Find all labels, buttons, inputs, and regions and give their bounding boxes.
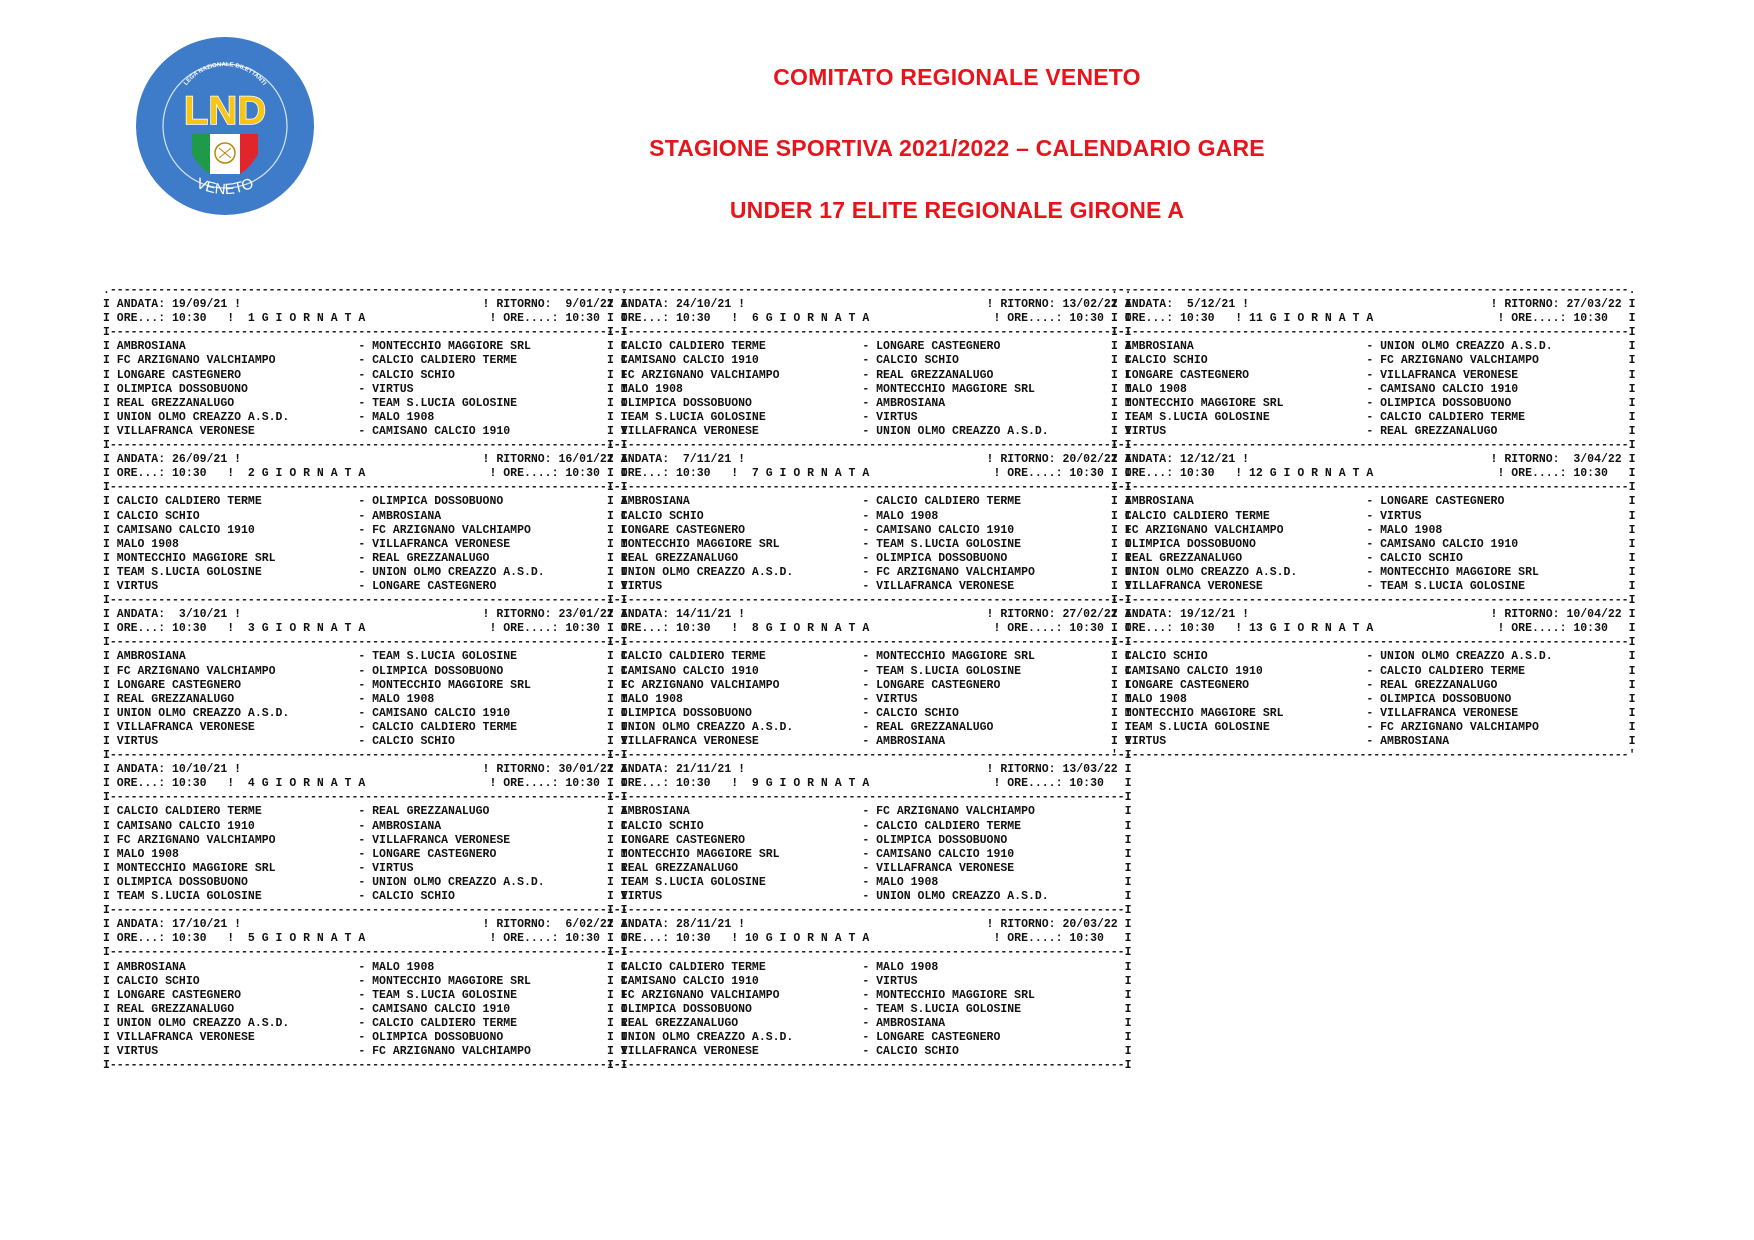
match-row: I MALO 1908 - LONGARE CASTEGNERO I	[103, 847, 628, 861]
match-row: I REAL GREZZANALUGO - VILLAFRANCA VERONESE I	[607, 861, 1132, 875]
round-title-row: I ORE...: 10:30 ! 12 G I O R N A T A ! ORE....: 10:30 I	[1111, 467, 1636, 481]
match-row: I CALCIO SCHIO - UNION OLMO CREAZZO A.S.D. I	[1111, 650, 1636, 664]
match-row: I VILLAFRANCA VERONESE - CAMISANO CALCIO 1910 I	[103, 424, 628, 438]
round-9-table	[607, 763, 1132, 918]
round-6-table	[607, 284, 1132, 453]
match-row: I CAMISANO CALCIO 1910 - VIRTUS I	[607, 974, 1132, 988]
match-row: I REAL GREZZANALUGO - AMBROSIANA I	[607, 1016, 1132, 1030]
round-3-table	[103, 608, 628, 763]
table-rule: I--------------------------------------------------------------------------I	[607, 749, 1132, 763]
match-row: I VILLAFRANCA VERONESE - AMBROSIANA I	[607, 735, 1132, 748]
round-title-row: I ORE...: 10:30 ! 8 G I O R N A T A ! ORE....: 10:30 I	[607, 622, 1132, 636]
match-row: I MALO 1908 - VIRTUS I	[607, 692, 1132, 706]
table-rule: I--------------------------------------------------------------------------I	[607, 594, 1132, 608]
table-rule: I--------------------------------------------------------------------------I	[103, 946, 628, 960]
round-title-row: I ORE...: 10:30 ! 5 G I O R N A T A ! ORE....: 10:30 I	[103, 932, 628, 946]
round-4-table	[103, 763, 628, 918]
round-dates-row: I ANDATA: 24/10/21 ! ! RITORNO: 13/02/22 I	[607, 298, 1132, 312]
table-rule: I--------------------------------------------------------------------------I	[103, 326, 628, 340]
logo-ring-text: LEGA NAZIONALE DILETTANTI	[183, 61, 267, 87]
match-row: I VIRTUS - REAL GREZZANALUGO I	[1111, 424, 1636, 438]
schedule-column-1	[103, 284, 628, 1073]
round-dates-row: I ANDATA: 19/09/21 ! ! RITORNO: 9/01/22 I	[103, 298, 628, 312]
table-rule: I--------------------------------------------------------------------------I	[103, 904, 628, 918]
table-rule: I--------------------------------------------------------------------------I	[103, 1059, 628, 1073]
match-row: I REAL GREZZANALUGO - MALO 1908 I	[103, 692, 628, 706]
match-row: I VIRTUS - CALCIO SCHIO I	[103, 735, 628, 748]
match-row: I FC ARZIGNANO VALCHIAMPO - REAL GREZZANALUGO I	[607, 368, 1132, 382]
match-row: I TEAM S.LUCIA GOLOSINE - VIRTUS I	[607, 410, 1132, 424]
match-row: I OLIMPICA DOSSOBUONO - CAMISANO CALCIO 1910 I	[1111, 537, 1636, 551]
match-row: I MONTECCHIO MAGGIORE SRL - OLIMPICA DOSSOBUONO I	[1111, 396, 1636, 410]
round-dates-row: I ANDATA: 28/11/21 ! ! RITORNO: 20/03/22 I	[607, 918, 1132, 932]
round-12-table	[1111, 453, 1636, 608]
match-row: I UNION OLMO CREAZZO A.S.D. - CAMISANO CALCIO 1910 I	[103, 706, 628, 720]
match-row: I TEAM S.LUCIA GOLOSINE - MALO 1908 I	[607, 875, 1132, 889]
table-rule: .--------------------------------------------------------------------------.	[1111, 284, 1636, 297]
match-row: I REAL GREZZANALUGO - CAMISANO CALCIO 1910 I	[103, 1002, 628, 1016]
match-row: I AMBROSIANA - FC ARZIGNANO VALCHIAMPO I	[607, 805, 1132, 819]
match-row: I LONGARE CASTEGNERO - OLIMPICA DOSSOBUONO I	[607, 833, 1132, 847]
table-rule: '--------------------------------------------------------------------------'	[1111, 749, 1636, 763]
match-row: I MALO 1908 - MONTECCHIO MAGGIORE SRL I	[607, 382, 1132, 396]
table-rule: I--------------------------------------------------------------------------I	[1111, 594, 1636, 608]
match-row: I LONGARE CASTEGNERO - REAL GREZZANALUGO I	[1111, 678, 1636, 692]
round-title-row: I ORE...: 10:30 ! 3 G I O R N A T A ! ORE....: 10:30 I	[103, 622, 628, 636]
match-row: I OLIMPICA DOSSOBUONO - VIRTUS I	[103, 382, 628, 396]
match-row: I CALCIO CALDIERO TERME - MALO 1908 I	[607, 960, 1132, 974]
round-5-table	[103, 918, 628, 1073]
match-row: I OLIMPICA DOSSOBUONO - UNION OLMO CREAZZO A.S.D. I	[103, 875, 628, 889]
table-rule: I--------------------------------------------------------------------------I	[607, 1059, 1132, 1073]
match-row: I TEAM S.LUCIA GOLOSINE - CALCIO CALDIERO TERME I	[1111, 410, 1636, 424]
round-dates-row: I ANDATA: 19/12/21 ! ! RITORNO: 10/04/22 I	[1111, 608, 1636, 622]
match-row: I CALCIO SCHIO - MALO 1908 I	[607, 509, 1132, 523]
round-title-row: I ORE...: 10:30 ! 7 G I O R N A T A ! ORE....: 10:30 I	[607, 467, 1132, 481]
table-rule: I--------------------------------------------------------------------------I	[103, 481, 628, 495]
match-row: I FC ARZIGNANO VALCHIAMPO - MONTECCHIO MAGGIORE SRL I	[607, 988, 1132, 1002]
match-row: I OLIMPICA DOSSOBUONO - AMBROSIANA I	[607, 396, 1132, 410]
table-rule: I--------------------------------------------------------------------------I	[607, 326, 1132, 340]
round-1-table	[103, 284, 628, 453]
match-row: I AMBROSIANA - UNION OLMO CREAZZO A.S.D. I	[1111, 340, 1636, 354]
table-rule: I--------------------------------------------------------------------------I	[607, 904, 1132, 918]
match-row: I MONTECCHIO MAGGIORE SRL - CAMISANO CALCIO 1910 I	[607, 847, 1132, 861]
schedule-column-2	[607, 284, 1132, 1073]
match-row: I LONGARE CASTEGNERO - TEAM S.LUCIA GOLOSINE I	[103, 988, 628, 1002]
season-title: STAGIONE SPORTIVA 2021/2022 – CALENDARIO GARE	[649, 135, 1265, 161]
round-dates-row: I ANDATA: 7/11/21 ! ! RITORNO: 20/02/22 I	[607, 453, 1132, 467]
match-row: I LONGARE CASTEGNERO - CAMISANO CALCIO 1910 I	[607, 523, 1132, 537]
match-row: I LONGARE CASTEGNERO - CALCIO SCHIO I	[103, 368, 628, 382]
round-dates-row: I ANDATA: 17/10/21 ! ! RITORNO: 6/02/22 I	[103, 918, 628, 932]
table-rule: I--------------------------------------------------------------------------I	[607, 791, 1132, 805]
round-dates-row: I ANDATA: 12/12/21 ! ! RITORNO: 3/04/22 I	[1111, 453, 1636, 467]
match-row: I AMBROSIANA - MALO 1908 I	[103, 960, 628, 974]
match-row: I VIRTUS - UNION OLMO CREAZZO A.S.D. I	[607, 890, 1132, 904]
round-8-table	[607, 608, 1132, 763]
logo-abbr: LND	[183, 89, 267, 133]
match-row: I FC ARZIGNANO VALCHIAMPO - MALO 1908 I	[1111, 523, 1636, 537]
match-row: I CALCIO CALDIERO TERME - LONGARE CASTEGNERO I	[607, 340, 1132, 354]
round-title-row: I ORE...: 10:30 ! 2 G I O R N A T A ! ORE....: 10:30 I	[103, 467, 628, 481]
match-row: I CAMISANO CALCIO 1910 - AMBROSIANA I	[103, 819, 628, 833]
table-rule: .--------------------------------------------------------------------------.	[607, 284, 1132, 297]
match-row: I AMBROSIANA - CALCIO CALDIERO TERME I	[607, 495, 1132, 509]
match-row: I CALCIO SCHIO - AMBROSIANA I	[103, 509, 628, 523]
round-title-row: I ORE...: 10:30 ! 1 G I O R N A T A ! ORE....: 10:30 I	[103, 312, 628, 326]
round-title-row: I ORE...: 10:30 ! 9 G I O R N A T A ! ORE....: 10:30 I	[607, 777, 1132, 791]
match-row: I VILLAFRANCA VERONESE - TEAM S.LUCIA GOLOSINE I	[1111, 579, 1636, 593]
match-row: I VILLAFRANCA VERONESE - CALCIO CALDIERO TERME I	[103, 720, 628, 734]
match-row: I UNION OLMO CREAZZO A.S.D. - FC ARZIGNANO VALCHIAMPO I	[607, 565, 1132, 579]
table-rule: I--------------------------------------------------------------------------I	[103, 791, 628, 805]
round-dates-row: I ANDATA: 3/10/21 ! ! RITORNO: 23/01/22 I	[103, 608, 628, 622]
match-row: I MALO 1908 - VILLAFRANCA VERONESE I	[103, 537, 628, 551]
match-row: I REAL GREZZANALUGO - CALCIO SCHIO I	[1111, 551, 1636, 565]
table-rule: I--------------------------------------------------------------------------I	[607, 636, 1132, 650]
match-row: I TEAM S.LUCIA GOLOSINE - CALCIO SCHIO I	[103, 890, 628, 904]
round-title-row: I ORE...: 10:30 ! 10 G I O R N A T A ! ORE....: 10:30 I	[607, 932, 1132, 946]
match-row: I AMBROSIANA - TEAM S.LUCIA GOLOSINE I	[103, 650, 628, 664]
table-rule: I--------------------------------------------------------------------------I	[103, 749, 628, 763]
match-row: I FC ARZIGNANO VALCHIAMPO - VILLAFRANCA VERONESE I	[103, 833, 628, 847]
table-rule: I--------------------------------------------------------------------------I	[1111, 326, 1636, 340]
match-row: I TEAM S.LUCIA GOLOSINE - UNION OLMO CREAZZO A.S.D. I	[103, 565, 628, 579]
table-rule: I--------------------------------------------------------------------------I	[607, 439, 1132, 453]
match-row: I VIRTUS - LONGARE CASTEGNERO I	[103, 579, 628, 593]
match-row: I UNION OLMO CREAZZO A.S.D. - CALCIO CALDIERO TERME I	[103, 1016, 628, 1030]
match-row: I LONGARE CASTEGNERO - MONTECCHIO MAGGIORE SRL I	[103, 678, 628, 692]
match-row: I VIRTUS - AMBROSIANA I	[1111, 735, 1636, 748]
match-row: I AMBROSIANA - MONTECCHIO MAGGIORE SRL I	[103, 340, 628, 354]
match-row: I FC ARZIGNANO VALCHIAMPO - LONGARE CASTEGNERO I	[607, 678, 1132, 692]
match-row: I OLIMPICA DOSSOBUONO - TEAM S.LUCIA GOLOSINE I	[607, 1002, 1132, 1016]
round-2-table	[103, 453, 628, 608]
match-row: I UNION OLMO CREAZZO A.S.D. - MONTECCHIO MAGGIORE SRL I	[1111, 565, 1636, 579]
match-row: I MALO 1908 - OLIMPICA DOSSOBUONO I	[1111, 692, 1636, 706]
match-row: I OLIMPICA DOSSOBUONO - CALCIO SCHIO I	[607, 706, 1132, 720]
committee-title: COMITATO REGIONALE VENETO	[773, 64, 1141, 90]
championship-title: UNDER 17 ELITE REGIONALE GIRONE A	[729, 197, 1185, 223]
match-row: I CALCIO SCHIO - MONTECCHIO MAGGIORE SRL I	[103, 974, 628, 988]
match-row: I MALO 1908 - CAMISANO CALCIO 1910 I	[1111, 382, 1636, 396]
match-row: I VILLAFRANCA VERONESE - OLIMPICA DOSSOBUONO I	[103, 1030, 628, 1044]
round-dates-row: I ANDATA: 26/09/21 ! ! RITORNO: 16/01/22 I	[103, 453, 628, 467]
round-7-table	[607, 453, 1132, 608]
match-row: I CALCIO SCHIO - CALCIO CALDIERO TERME I	[607, 819, 1132, 833]
round-10-table	[607, 918, 1132, 1073]
round-title-row: I ORE...: 10:30 ! 13 G I O R N A T A ! ORE....: 10:30 I	[1111, 622, 1636, 636]
table-rule: I--------------------------------------------------------------------------I	[1111, 439, 1636, 453]
match-row: I VILLAFRANCA VERONESE - UNION OLMO CREAZZO A.S.D. I	[607, 424, 1132, 438]
round-dates-row: I ANDATA: 5/12/21 ! ! RITORNO: 27/03/22 I	[1111, 298, 1636, 312]
match-row: I CALCIO CALDIERO TERME - OLIMPICA DOSSOBUONO I	[103, 495, 628, 509]
round-title-row: I ORE...: 10:30 ! 4 G I O R N A T A ! ORE....: 10:30 I	[103, 777, 628, 791]
match-row: I MONTECCHIO MAGGIORE SRL - TEAM S.LUCIA GOLOSINE I	[607, 537, 1132, 551]
match-row: I CAMISANO CALCIO 1910 - CALCIO CALDIERO TERME I	[1111, 664, 1636, 678]
match-row: I CALCIO CALDIERO TERME - REAL GREZZANALUGO I	[103, 805, 628, 819]
schedule-column-3	[1111, 284, 1636, 763]
match-row: I FC ARZIGNANO VALCHIAMPO - CALCIO CALDIERO TERME I	[103, 354, 628, 368]
match-row: I TEAM S.LUCIA GOLOSINE - FC ARZIGNANO VALCHIAMPO I	[1111, 720, 1636, 734]
round-dates-row: I ANDATA: 21/11/21 ! ! RITORNO: 13/03/22 I	[607, 763, 1132, 777]
match-row: I VIRTUS - VILLAFRANCA VERONESE I	[607, 579, 1132, 593]
table-rule: I--------------------------------------------------------------------------I	[1111, 481, 1636, 495]
match-row: I AMBROSIANA - LONGARE CASTEGNERO I	[1111, 495, 1636, 509]
match-row: I CALCIO CALDIERO TERME - MONTECCHIO MAGGIORE SRL I	[607, 650, 1132, 664]
round-dates-row: I ANDATA: 10/10/21 ! ! RITORNO: 30/01/22 I	[103, 763, 628, 777]
table-rule: I--------------------------------------------------------------------------I	[103, 636, 628, 650]
match-row: I VILLAFRANCA VERONESE - CALCIO SCHIO I	[607, 1045, 1132, 1059]
table-rule: I--------------------------------------------------------------------------I	[607, 481, 1132, 495]
match-row: I CAMISANO CALCIO 1910 - TEAM S.LUCIA GOLOSINE I	[607, 664, 1132, 678]
lnd-veneto-logo	[135, 36, 315, 216]
match-row: I MONTECCHIO MAGGIORE SRL - VIRTUS I	[103, 861, 628, 875]
match-row: I FC ARZIGNANO VALCHIAMPO - OLIMPICA DOSSOBUONO I	[103, 664, 628, 678]
table-rule: I--------------------------------------------------------------------------I	[1111, 636, 1636, 650]
match-row: I MONTECCHIO MAGGIORE SRL - VILLAFRANCA VERONESE I	[1111, 706, 1636, 720]
match-row: I CALCIO SCHIO - FC ARZIGNANO VALCHIAMPO I	[1111, 354, 1636, 368]
table-rule: I--------------------------------------------------------------------------I	[103, 439, 628, 453]
logo-region: VENETO	[193, 174, 257, 199]
table-rule: I--------------------------------------------------------------------------I	[103, 594, 628, 608]
match-row: I CAMISANO CALCIO 1910 - FC ARZIGNANO VALCHIAMPO I	[103, 523, 628, 537]
match-row: I VIRTUS - FC ARZIGNANO VALCHIAMPO I	[103, 1045, 628, 1059]
round-title-row: I ORE...: 10:30 ! 6 G I O R N A T A ! ORE....: 10:30 I	[607, 312, 1132, 326]
match-row: I UNION OLMO CREAZZO A.S.D. - REAL GREZZANALUGO I	[607, 720, 1132, 734]
match-row: I MONTECCHIO MAGGIORE SRL - REAL GREZZANALUGO I	[103, 551, 628, 565]
table-rule: .--------------------------------------------------------------------------.	[103, 284, 628, 297]
round-title-row: I ORE...: 10:30 ! 11 G I O R N A T A ! ORE....: 10:30 I	[1111, 312, 1636, 326]
match-row: I UNION OLMO CREAZZO A.S.D. - LONGARE CASTEGNERO I	[607, 1030, 1132, 1044]
round-13-table	[1111, 608, 1636, 763]
round-dates-row: I ANDATA: 14/11/21 ! ! RITORNO: 27/02/22 I	[607, 608, 1132, 622]
match-row: I CAMISANO CALCIO 1910 - CALCIO SCHIO I	[607, 354, 1132, 368]
match-row: I CALCIO CALDIERO TERME - VIRTUS I	[1111, 509, 1636, 523]
round-11-table	[1111, 284, 1636, 453]
match-row: I LONGARE CASTEGNERO - VILLAFRANCA VERONESE I	[1111, 368, 1636, 382]
table-rule: I--------------------------------------------------------------------------I	[607, 946, 1132, 960]
match-row: I UNION OLMO CREAZZO A.S.D. - MALO 1908 I	[103, 410, 628, 424]
match-row: I REAL GREZZANALUGO - OLIMPICA DOSSOBUONO I	[607, 551, 1132, 565]
match-row: I REAL GREZZANALUGO - TEAM S.LUCIA GOLOSINE I	[103, 396, 628, 410]
